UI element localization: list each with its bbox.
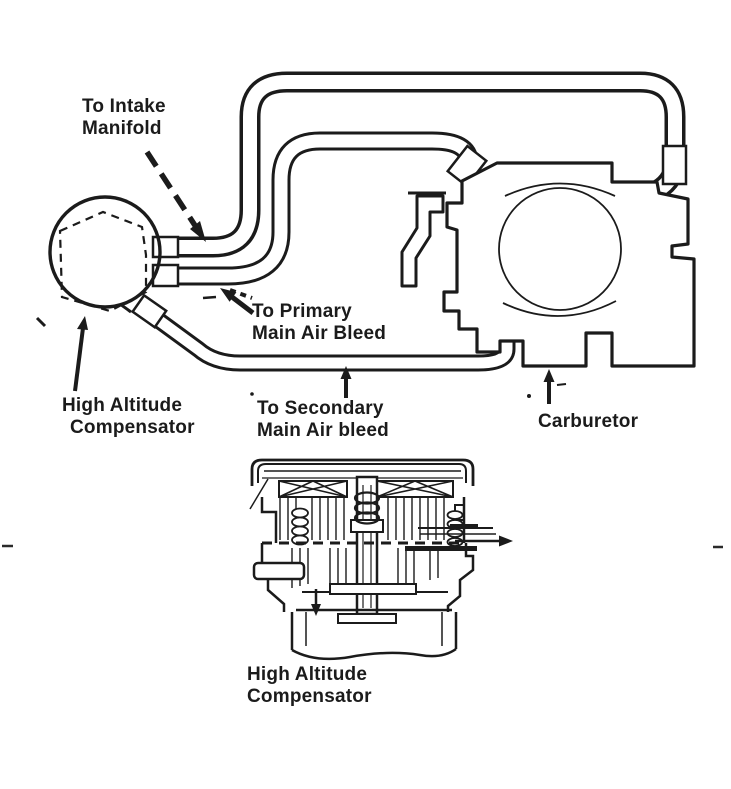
label-high-altitude-compensator-section [247,664,372,708]
carburetor [402,163,694,366]
carburetor-arrow [527,369,566,404]
label-line: Main Air bleed [257,420,389,441]
label-line: To Primary [252,301,352,322]
hatch-left [279,481,347,497]
label-line: Manifold [82,118,162,139]
throttle-bracket [402,196,443,286]
label-line: Compensator [70,417,195,438]
label-carburetor [538,411,638,433]
label-line: High Altitude [247,664,368,685]
label-line: Carburetor [538,411,639,432]
compensator-cross-section [250,460,513,659]
label-to-primary-main-air-bleed [252,301,386,345]
primary-arrow [203,288,253,313]
compensator-arrow [75,316,88,391]
flow-down-arrow [311,589,321,616]
hatch-right [377,481,453,497]
label-to-secondary-main-air-bleed [257,398,389,442]
label-line: To Secondary [257,398,384,419]
label-line: Main Air Bleed [252,323,387,344]
outlet-tube [405,524,513,551]
flow-right-arrow [499,536,513,547]
intake-end-nipple [663,146,686,184]
upper-nipple [153,237,178,257]
label-line: High Altitude [62,395,183,416]
label-line: Compensator [247,686,372,707]
label-to-intake-manifold [82,96,166,140]
carburetor-outline [444,163,694,366]
label-high-altitude-compensator-pictorial [62,395,195,439]
label-line: To Intake [82,96,166,117]
